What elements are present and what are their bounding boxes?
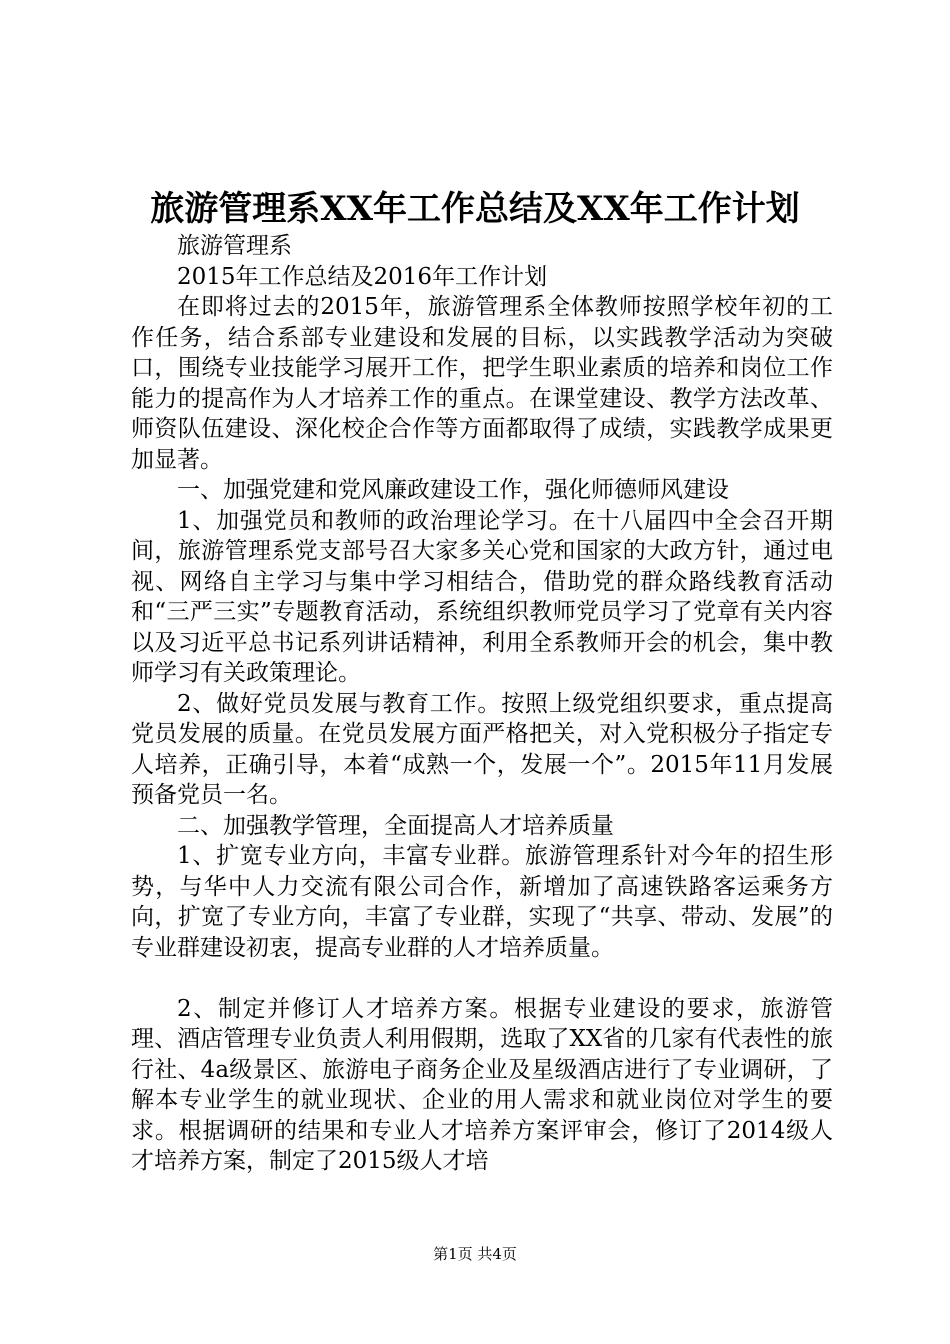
paragraph-1-2: 2、做好党员发展与教育工作。按照上级党组织要求，重点提高党员发展的质量。在党员发展方面严格把关，对入党积极分子指定专人培养，正确引导，本着“成熟一个，发展一个”。2015年11月发展预备党员一名。 (131, 690, 833, 808)
intro-paragraph: 在即将过去的2015年，旅游管理系全体教师按照学校年初的工作任务，结合系部专业建设和发展的目标，以实践教学活动为突破口，围绕专业技能学习展开工作，把学生职业素质的培养和岗位工作能力的提高作为人才培养工作的重点。在课堂建设、教学方法改革、师资队伍建设、深化校企合作等方面都取得了成绩，实践教学成果更加显著。 (131, 294, 833, 473)
department-name-line: 旅游管理系 (177, 233, 292, 259)
page-number-footer: 第1页 共4页 (433, 1245, 517, 1263)
section-heading-1: 一、加强党建和党风廉政建设工作，强化师德师风建设 (177, 477, 729, 503)
paragraph-2-2: 2、制定并修订人才培养方案。根据专业建设的要求，旅游管理、酒店管理专业负责人利用假期，选取了XX省的几家有代表性的旅行社、4a级景区、旅游电子商务企业及星级酒店进行了专业调研，了解本专业学生的就业现状、企业的用人需求和就业岗位对学生的要求。根据调研的结果和专业人才培养方案评审会，修订了2014级人才培养方案，制定了2015级人才培 (131, 995, 833, 1174)
document-title: 旅游管理系XX年工作总结及XX年工作计划 (150, 189, 800, 229)
subtitle-line: 2015年工作总结及2016年工作计划 (177, 263, 548, 290)
paragraph-2-1: 1、扩宽专业方向，丰富专业群。旅游管理系针对今年的招生形势，与华中人力交流有限公司合作，新增加了高速铁路客运乘务方向，扩宽了专业方向，丰富了专业群，实现了“共享、带动、发展”的专业群建设初衷，提高专业群的人才培养质量。 (131, 843, 833, 961)
document-body (131, 231, 833, 1177)
section-heading-2: 二、加强教学管理，全面提高人才培养质量 (177, 812, 614, 839)
paragraph-1-1: 1、加强党员和教师的政治理论学习。在十八届四中全会召开期间，旅游管理系党支部号召大家多关心党和国家的大政方针，通过电视、网络自主学习与集中学习相结合，借助党的群众路线教育活动和“三严三实”专题教育活动，系统组织教师党员学习了党章有关内容以及习近平总书记系列讲话精神，利用全系教师开会的机会，集中教师学习有关政策理论。 (131, 507, 833, 686)
